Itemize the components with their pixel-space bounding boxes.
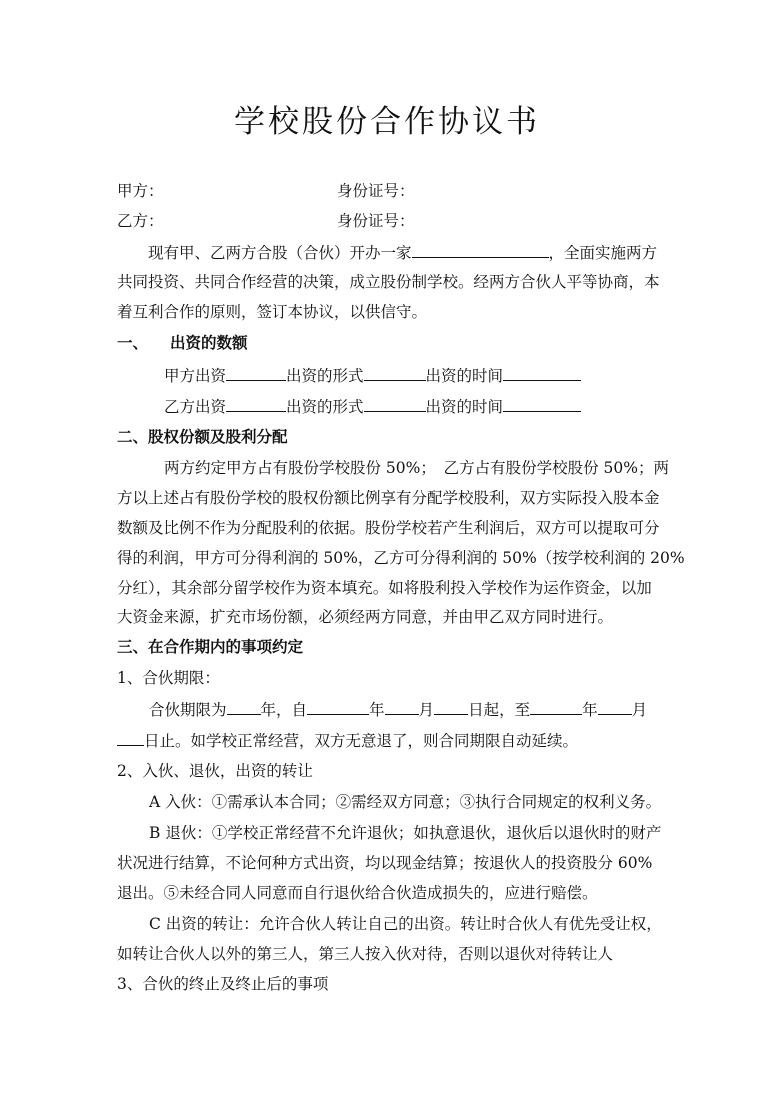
party-b-id-label: 身份证号：	[337, 212, 415, 230]
item-2-b-line: 退出。⑤未经合同人同意而自行退伙给合伙造成损失的，应进行赔偿。	[117, 884, 598, 902]
party-b-capital-row	[164, 396, 581, 417]
term-text: 月	[631, 701, 648, 719]
blank	[117, 730, 144, 746]
blank	[364, 365, 426, 381]
capital-label: 甲方出资	[164, 367, 227, 385]
item-1-heading: 1、合伙期限：	[117, 669, 220, 687]
item-2-a: A 入伙：①需承认本合同；②需经双方同意；③执行合同规定的权利义务。	[149, 793, 662, 811]
capital-form-label: 出资的形式	[286, 367, 364, 385]
capital-time-label: 出资的时间	[425, 398, 504, 416]
intro-line-1	[148, 242, 657, 263]
term-text: 日起，至	[468, 701, 531, 719]
section-2-paragraph-line: 分红），其余部分留学校作为资本填充。如将股利投入学校作为运作资金，以加	[117, 579, 652, 597]
party-a-label: 甲方：	[117, 182, 164, 200]
section-2-paragraph-line: 两方约定甲方占有股份学校股份 50%； 乙方占有股份学校股份 50%；两	[164, 459, 670, 477]
blank	[385, 699, 419, 715]
item-3-heading: 3、合伙的终止及终止后的事项	[117, 975, 329, 993]
section-3-heading: 三、在合作期内的事项约定	[117, 637, 304, 656]
section-2-paragraph-line: 得的利润，甲方可分得利润的 50%，乙方可分得利润的 50%（按学校利润的 20%	[117, 549, 685, 567]
school-name-blank	[412, 242, 549, 258]
blank	[503, 365, 581, 381]
term-text: 合伙期限为	[149, 701, 227, 719]
party-b-line	[117, 211, 415, 231]
blank	[227, 699, 261, 715]
item-2-b-line: 状况进行结算，不论何种方式出资，均以现金结算；按退伙人的投资股分 60%	[117, 854, 653, 872]
blank	[598, 699, 632, 715]
blank	[364, 396, 426, 412]
capital-time-label: 出资的时间	[425, 367, 504, 385]
item-2-heading: 2、入伙、退伙，出资的转让	[117, 762, 313, 780]
term-text: 年	[582, 701, 598, 719]
party-a-capital-row	[164, 365, 581, 386]
item-2-c-line: C 出资的转让：允许合伙人转让自己的出资。转让时合伙人有优先受让权，	[149, 915, 662, 933]
blank	[530, 699, 582, 715]
blank	[503, 396, 581, 412]
party-a-line	[117, 181, 415, 201]
term-line	[149, 699, 647, 720]
blank	[226, 365, 286, 381]
intro-line-2: 共同投资、共同合作经营的决策，成立股份制学校。经两方合伙人平等协商，本	[117, 273, 660, 291]
section-title: 出资的数额	[170, 333, 248, 352]
blank	[226, 396, 286, 412]
party-a-id-label: 身份证号：	[337, 182, 415, 200]
item-2-b-line: B 退伙：①学校正常经营不允许退伙；如执意退伙，退伙后以退伙时的财产	[149, 824, 662, 842]
party-b-label: 乙方：	[117, 212, 164, 230]
intro-line-3: 着互利合作的原则，签订本协议，以供信守。	[117, 303, 428, 321]
document-title: 学校股份合作协议书	[234, 104, 540, 140]
capital-form-label: 出资的形式	[286, 398, 364, 416]
blank	[434, 699, 468, 715]
term-text: 年	[369, 701, 385, 719]
capital-label: 乙方出资	[164, 398, 227, 416]
intro-text: 现有甲、乙两方合股（合伙）开办一家	[148, 244, 412, 262]
section-2-paragraph-line: 大资金来源，扩充市场份额，必须经两方同意，并由甲乙双方同时进行。	[117, 608, 614, 626]
blank	[307, 699, 369, 715]
term-text: 日止。如学校正常经营，双方无意退了，则合同期限自动延续。	[144, 732, 579, 750]
section-number: 一、	[117, 333, 149, 352]
intro-text: ，全面实施两方	[548, 244, 658, 262]
term-text: 月	[418, 701, 435, 719]
term-text: 年，自	[260, 701, 308, 719]
section-2-paragraph-line: 数额及比例不作为分配股利的依据。股份学校若产生利润后，双方可以提取可分	[117, 519, 660, 537]
section-1-heading	[117, 333, 248, 353]
item-2-c-line: 如转让合伙人以外的第三人，第三人按入伙对待，否则以退伙对待转让人	[117, 945, 614, 963]
section-2-heading: 二、股权份额及股利分配	[117, 427, 288, 446]
section-2-paragraph-line: 方以上述占有股份学校的股权份额比例享有分配学校股利，双方实际投入股本金	[117, 489, 660, 507]
term-line-2	[117, 730, 578, 751]
